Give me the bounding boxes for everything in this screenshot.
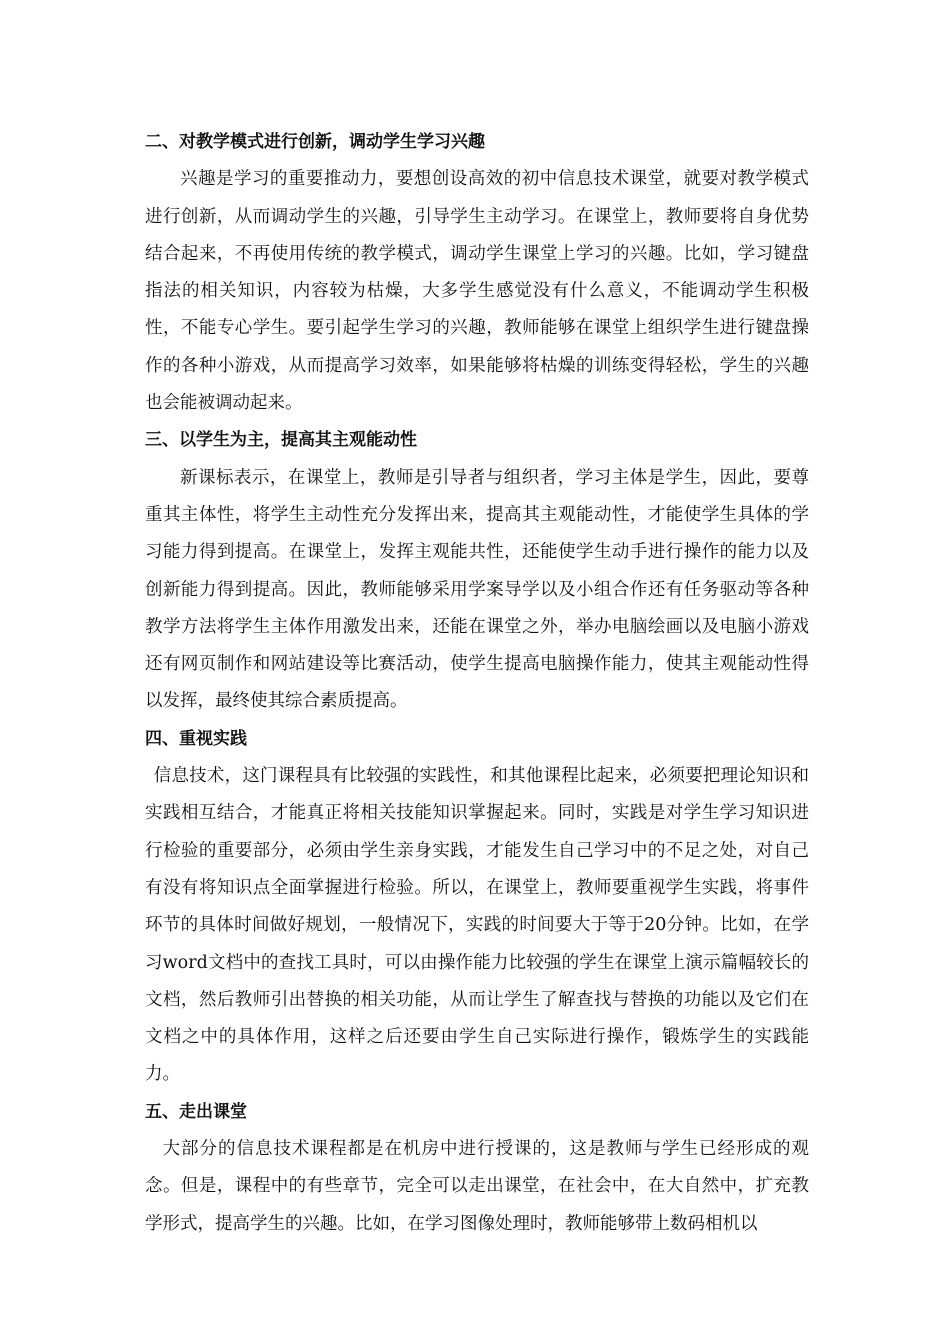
section-heading-5: 五、走出课堂: [145, 1101, 247, 1122]
section-heading-3: 三、以学生为主，提高其主观能动性: [145, 430, 417, 451]
section-body-5: 大部分的信息技术课程都是在机房中进行授课的，这是教师与学生已经形成的观念。但是，课程中的有些章节，完全可以走出课堂，在社会中，在大自然中，扩充教学形式，提高学生的兴趣。比如，在学习图像处理时，教师能够带上数码相机以: [145, 1139, 809, 1234]
section-body-2: 兴趣是学习的重要推动力，要想创设高效的初中信息技术课堂，就要对教学模式进行创新，从而调动学生的兴趣，引导学生主动学习。在课堂上，教师要将自身优势结合起来，不再使用传统的教学模式，调动学生课堂上学习的兴趣。比如，学习键盘指法的相关知识，内容较为枯燥，大多学生感觉没有什么意义，不能调动学生积极性，不能专心学生。要引起学生学习的兴趣，教师能够在课堂上组织学生进行键盘操作的各种小游戏，从而提高学习效率，如果能够将枯燥的训练变得轻松，学生的兴趣也会能被调动起来。: [145, 169, 809, 414]
section-body-4: 信息技术，这门课程具有比较强的实践性，和其他课程比起来，必须要把理论知识和实践相互结合，才能真正将相关技能知识掌握起来。同时，实践是对学生学习知识进行检验的重要部分，必须由学生亲身实践，才能发生自己学习中的不足之处，对自己有没有将知识点全面掌握进行检验。所以，在课堂上，教师要重视学生实践，将事件环节的具体时间做好规划，一般情况下，实践的时间要大于等于20分钟。比如，在学习word文档中的查找工具时，可以由操作能力比较强的学生在课堂上演示篇幅较长的文档，然后教师引出替换的相关功能，从而让学生了解查找与替换的功能以及它们在文档之中的具体作用，这样之后还要由学生自己实际进行操作，锻炼学生的实践能力。: [145, 766, 809, 1085]
section-body-3: 新课标表示，在课堂上，教师是引导者与组织者，学习主体是学生，因此，要尊重其主体性，将学生主动性充分发挥出来，提高其主观能动性，才能使学生具体的学习能力得到提高。在课堂上，发挥主观能共性，还能使学生动手进行操作的能力以及创新能力得到提高。因此，教师能够采用学案导学以及小组合作还有任务驱动等各种教学方法将学生主体作用激发出来，还能在课堂之外，举办电脑绘画以及电脑小游戏还有网页制作和网站建设等比赛活动，使学生提高电脑操作能力，使其主观能动性得以发挥，最终使其综合素质提高。: [145, 467, 809, 712]
document-page: [145, 124, 809, 1243]
section-heading-4: 四、重视实践: [145, 728, 247, 749]
section-heading-2: 二、对教学模式进行创新，调动学生学习兴趣: [145, 132, 485, 152]
